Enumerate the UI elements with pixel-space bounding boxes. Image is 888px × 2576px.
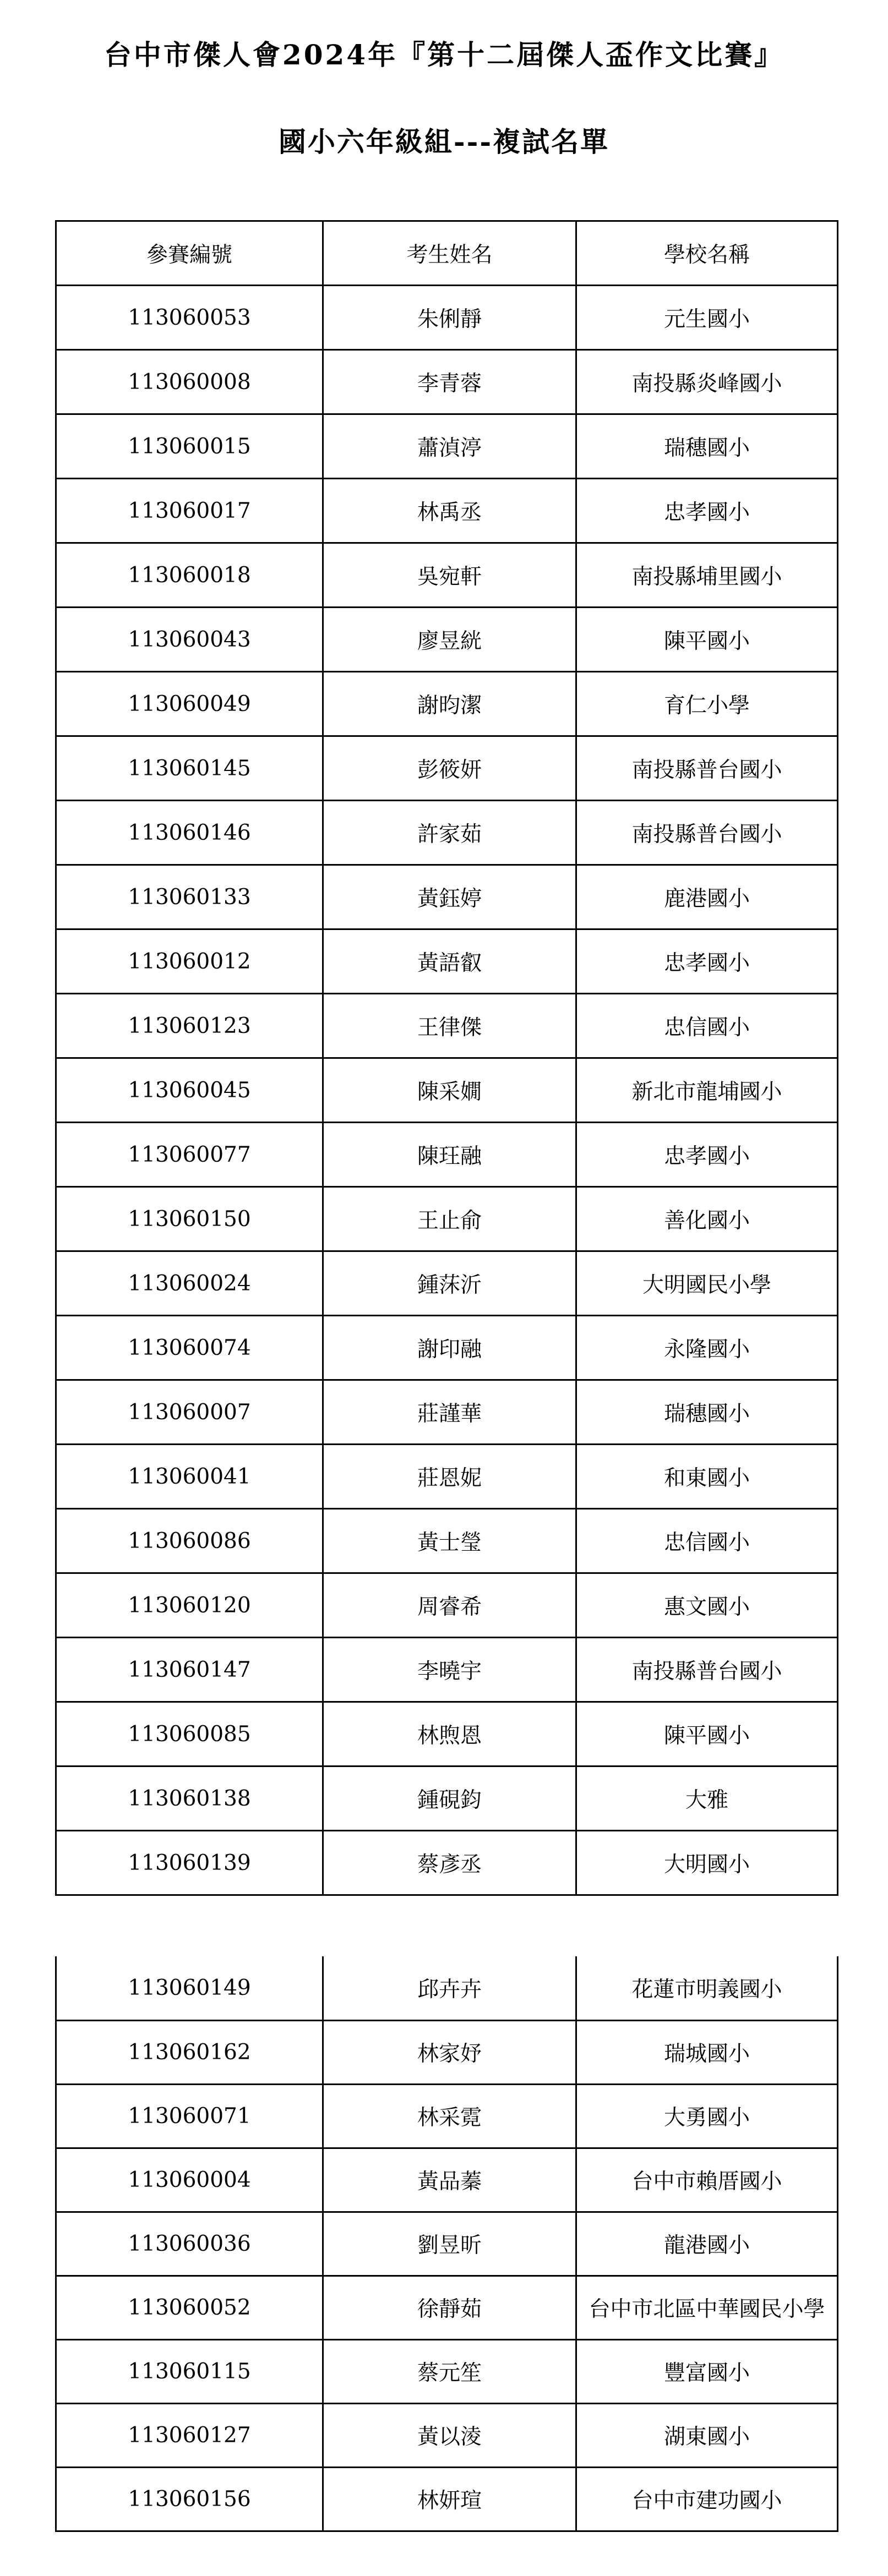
school-name-cell: 南投縣炎峰國小 bbox=[576, 350, 838, 414]
student-name-cell: 彭筱妍 bbox=[323, 736, 576, 801]
student-name-cell: 林家妤 bbox=[323, 2020, 576, 2084]
entry-number-cell: 113060071 bbox=[56, 2084, 323, 2148]
table-row bbox=[56, 1251, 838, 1316]
school-name-cell: 南投縣普台國小 bbox=[576, 736, 838, 801]
table-row bbox=[56, 543, 838, 608]
school-name-cell: 陳平國小 bbox=[576, 1702, 838, 1766]
table-row bbox=[56, 2467, 838, 2531]
school-name-cell: 南投縣普台國小 bbox=[576, 801, 838, 865]
student-name-cell: 陳玨融 bbox=[323, 1123, 576, 1187]
entry-number-cell: 113060045 bbox=[56, 1058, 323, 1123]
page-title: 台中市傑人會2024年『第十二屆傑人盃作文比賽』 bbox=[103, 39, 785, 71]
table-row bbox=[56, 2084, 838, 2148]
entry-number-cell: 113060053 bbox=[56, 286, 323, 350]
header-student-name: 考生姓名 bbox=[323, 221, 576, 286]
table-row bbox=[56, 2148, 838, 2212]
entry-number-cell: 113060147 bbox=[56, 1638, 323, 1702]
school-name-cell: 忠信國小 bbox=[576, 994, 838, 1058]
entry-number-cell: 113060127 bbox=[56, 2403, 323, 2467]
entry-number-cell: 113060024 bbox=[56, 1251, 323, 1316]
student-name-cell: 謝印融 bbox=[323, 1316, 576, 1380]
table-row bbox=[56, 1445, 838, 1509]
entry-number-cell: 113060086 bbox=[56, 1509, 323, 1573]
roster-table bbox=[55, 220, 838, 1896]
table-row bbox=[56, 1380, 838, 1445]
school-name-cell: 忠孝國小 bbox=[576, 479, 838, 543]
student-name-cell: 黃品蓁 bbox=[323, 2148, 576, 2212]
school-name-cell: 新北市龍埔國小 bbox=[576, 1058, 838, 1123]
school-name-cell: 陳平國小 bbox=[576, 608, 838, 672]
table-row bbox=[56, 1316, 838, 1380]
table-row bbox=[56, 2276, 838, 2339]
student-name-cell: 黃以淩 bbox=[323, 2403, 576, 2467]
school-name-cell: 善化國小 bbox=[576, 1187, 838, 1251]
student-name-cell: 謝昀潔 bbox=[323, 672, 576, 736]
table-row bbox=[56, 1509, 838, 1573]
student-name-cell: 徐靜茹 bbox=[323, 2276, 576, 2339]
student-name-cell: 邱卉卉 bbox=[323, 1956, 576, 2020]
entry-number-cell: 113060077 bbox=[56, 1123, 323, 1187]
school-name-cell: 忠孝國小 bbox=[576, 929, 838, 994]
entry-number-cell: 113060115 bbox=[56, 2339, 323, 2403]
table-row bbox=[56, 1766, 838, 1831]
student-name-cell: 黃鈺婷 bbox=[323, 865, 576, 929]
school-name-cell: 育仁小學 bbox=[576, 672, 838, 736]
entry-number-cell: 113060074 bbox=[56, 1316, 323, 1380]
school-name-cell: 豐富國小 bbox=[576, 2339, 838, 2403]
school-name-cell: 大明國民小學 bbox=[576, 1251, 838, 1316]
entry-number-cell: 113060139 bbox=[56, 1831, 323, 1895]
student-name-cell: 林妍瑄 bbox=[323, 2467, 576, 2531]
student-name-cell: 林禹丞 bbox=[323, 479, 576, 543]
entry-number-cell: 113060133 bbox=[56, 865, 323, 929]
school-name-cell: 湖東國小 bbox=[576, 2403, 838, 2467]
entry-number-cell: 113060018 bbox=[56, 543, 323, 608]
entry-number-cell: 113060150 bbox=[56, 1187, 323, 1251]
entry-number-cell: 113060015 bbox=[56, 414, 323, 479]
entry-number-cell: 113060049 bbox=[56, 672, 323, 736]
entry-number-cell: 113060146 bbox=[56, 801, 323, 865]
entry-number-cell: 113060162 bbox=[56, 2020, 323, 2084]
student-name-cell: 李曉宇 bbox=[323, 1638, 576, 1702]
school-name-cell: 大雅 bbox=[576, 1766, 838, 1831]
entry-number-cell: 113060052 bbox=[56, 2276, 323, 2339]
table-row bbox=[56, 2020, 838, 2084]
school-name-cell: 惠文國小 bbox=[576, 1573, 838, 1638]
entry-number-cell: 113060036 bbox=[56, 2212, 323, 2276]
header-school-name: 學校名稱 bbox=[576, 221, 838, 286]
entry-number-cell: 113060017 bbox=[56, 479, 323, 543]
school-name-cell: 大勇國小 bbox=[576, 2084, 838, 2148]
school-name-cell: 瑞穗國小 bbox=[576, 414, 838, 479]
header-entry-number: 參賽編號 bbox=[56, 221, 323, 286]
table-row bbox=[56, 1573, 838, 1638]
table-row bbox=[56, 2212, 838, 2276]
table-row bbox=[56, 1187, 838, 1251]
table-row bbox=[56, 929, 838, 994]
student-name-cell: 林采霓 bbox=[323, 2084, 576, 2148]
student-name-cell: 陳采嫺 bbox=[323, 1058, 576, 1123]
entry-number-cell: 113060085 bbox=[56, 1702, 323, 1766]
entry-number-cell: 113060145 bbox=[56, 736, 323, 801]
student-name-cell: 廖昱絖 bbox=[323, 608, 576, 672]
school-name-cell: 台中市北區中華國民小學 bbox=[576, 2276, 838, 2339]
table-row bbox=[56, 414, 838, 479]
entry-number-cell: 113060004 bbox=[56, 2148, 323, 2212]
table-row bbox=[56, 1702, 838, 1766]
student-name-cell: 黃語叡 bbox=[323, 929, 576, 994]
student-name-cell: 莊謹華 bbox=[323, 1380, 576, 1445]
table-row bbox=[56, 2403, 838, 2467]
student-name-cell: 蕭湞渟 bbox=[323, 414, 576, 479]
school-name-cell: 台中市建功國小 bbox=[576, 2467, 838, 2531]
entry-number-cell: 113060123 bbox=[56, 994, 323, 1058]
entry-number-cell: 113060041 bbox=[56, 1445, 323, 1509]
entry-number-cell: 113060149 bbox=[56, 1956, 323, 2020]
student-name-cell: 周睿希 bbox=[323, 1573, 576, 1638]
student-name-cell: 王律傑 bbox=[323, 994, 576, 1058]
page-subtitle: 國小六年級組---複試名單 bbox=[278, 125, 610, 158]
student-name-cell: 黃士瑩 bbox=[323, 1509, 576, 1573]
table-row bbox=[56, 1956, 838, 2020]
entry-number-cell: 113060156 bbox=[56, 2467, 323, 2531]
school-name-cell: 南投縣埔里國小 bbox=[576, 543, 838, 608]
student-name-cell: 蔡彥丞 bbox=[323, 1831, 576, 1895]
school-name-cell: 大明國小 bbox=[576, 1831, 838, 1895]
student-name-cell: 鍾硯鈞 bbox=[323, 1766, 576, 1831]
entry-number-cell: 113060008 bbox=[56, 350, 323, 414]
school-name-cell: 龍港國小 bbox=[576, 2212, 838, 2276]
student-name-cell: 吳宛軒 bbox=[323, 543, 576, 608]
roster-table-continued bbox=[55, 1956, 838, 2532]
table-row bbox=[56, 1058, 838, 1123]
school-name-cell: 鹿港國小 bbox=[576, 865, 838, 929]
entry-number-cell: 113060012 bbox=[56, 929, 323, 994]
school-name-cell: 忠孝國小 bbox=[576, 1123, 838, 1187]
student-name-cell: 許家茹 bbox=[323, 801, 576, 865]
student-name-cell: 蔡元笙 bbox=[323, 2339, 576, 2403]
table-row bbox=[56, 1831, 838, 1895]
table-row bbox=[56, 608, 838, 672]
table-row bbox=[56, 736, 838, 801]
school-name-cell: 永隆國小 bbox=[576, 1316, 838, 1380]
table-row bbox=[56, 479, 838, 543]
student-name-cell: 朱俐靜 bbox=[323, 286, 576, 350]
school-name-cell: 台中市賴厝國小 bbox=[576, 2148, 838, 2212]
student-name-cell: 王止俞 bbox=[323, 1187, 576, 1251]
table-row bbox=[56, 1638, 838, 1702]
school-name-cell: 花蓮市明義國小 bbox=[576, 1956, 838, 2020]
table-row bbox=[56, 1123, 838, 1187]
table-row bbox=[56, 286, 838, 350]
table-header-row bbox=[56, 221, 838, 286]
table-row bbox=[56, 801, 838, 865]
student-name-cell: 李青蓉 bbox=[323, 350, 576, 414]
table-row bbox=[56, 865, 838, 929]
student-name-cell: 劉昱昕 bbox=[323, 2212, 576, 2276]
table-row bbox=[56, 672, 838, 736]
school-name-cell: 和東國小 bbox=[576, 1445, 838, 1509]
entry-number-cell: 113060043 bbox=[56, 608, 323, 672]
school-name-cell: 南投縣普台國小 bbox=[576, 1638, 838, 1702]
school-name-cell: 瑞穗國小 bbox=[576, 1380, 838, 1445]
student-name-cell: 林煦恩 bbox=[323, 1702, 576, 1766]
entry-number-cell: 113060120 bbox=[56, 1573, 323, 1638]
table-row bbox=[56, 350, 838, 414]
student-name-cell: 莊恩妮 bbox=[323, 1445, 576, 1509]
student-name-cell: 鍾莯沂 bbox=[323, 1251, 576, 1316]
school-name-cell: 瑞城國小 bbox=[576, 2020, 838, 2084]
school-name-cell: 元生國小 bbox=[576, 286, 838, 350]
table-row bbox=[56, 994, 838, 1058]
table-row bbox=[56, 2339, 838, 2403]
entry-number-cell: 113060007 bbox=[56, 1380, 323, 1445]
school-name-cell: 忠信國小 bbox=[576, 1509, 838, 1573]
entry-number-cell: 113060138 bbox=[56, 1766, 323, 1831]
